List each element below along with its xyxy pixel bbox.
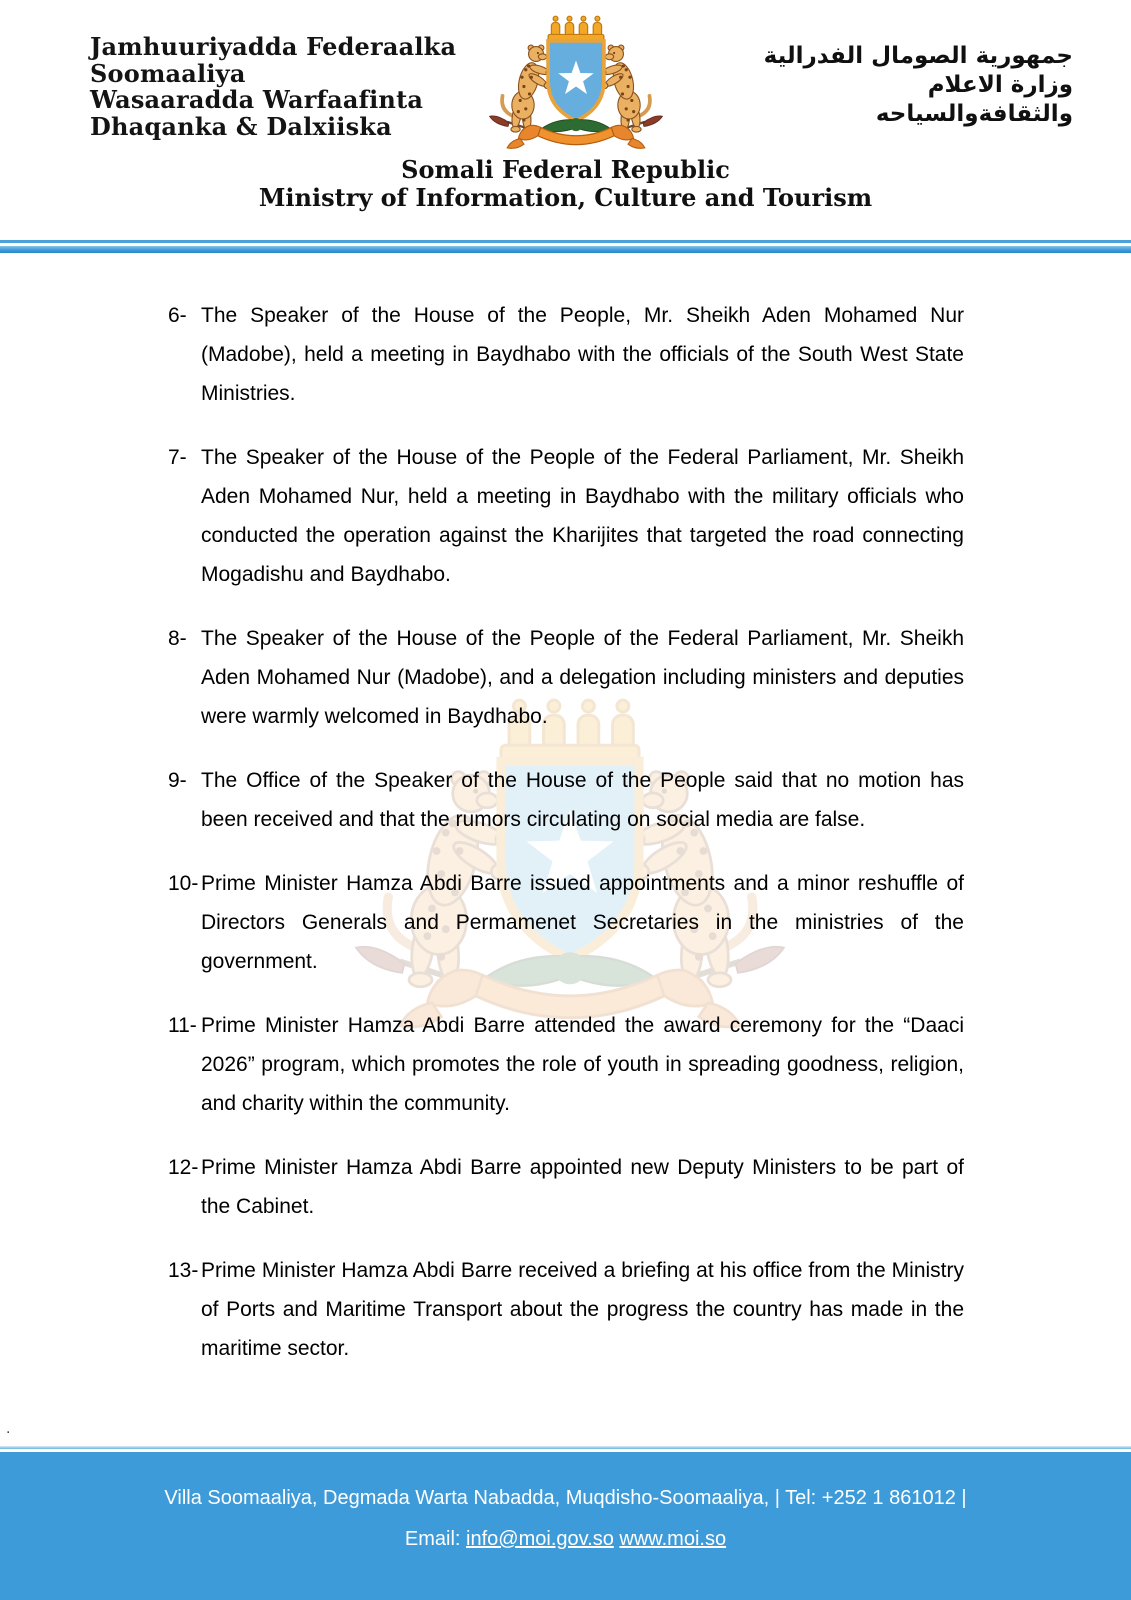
title-line-ministry: Ministry of Information, Culture and Tourism <box>258 183 873 212</box>
header-left-line: Jamhuuriyadda Federaalka <box>90 32 457 61</box>
ministry-name-arabic <box>713 42 1073 129</box>
list-item-7 <box>168 438 964 594</box>
item-text: Prime Minister Hamza Abdi Barre appointed new Deputy Ministers to be part of the Cabinet. <box>201 1156 964 1218</box>
list-item-12 <box>168 1148 964 1226</box>
header-separator-thin <box>0 240 1131 243</box>
footer-band <box>0 1452 1131 1600</box>
email-label: Email: <box>404 1528 461 1550</box>
header-separator-thick <box>0 246 1131 253</box>
item-number: 7- <box>168 446 187 469</box>
list-item-13 <box>168 1251 964 1368</box>
document-title <box>0 156 1131 212</box>
title-line-republic: Somali Federal Republic <box>401 155 730 184</box>
item-number: 6- <box>168 304 187 327</box>
header-left-line: Dhaqanka & Dalxiiska <box>90 111 392 141</box>
list-item-11 <box>168 1006 964 1123</box>
item-text: Prime Minister Hamza Abdi Barre issued appointments and a minor reshuffle of Directors Generals and Permamenet Secretaries in the ministries of the government. <box>201 872 964 973</box>
somalia-coat-of-arms-icon <box>483 12 669 161</box>
list-item-9 <box>168 761 964 839</box>
item-text: The Speaker of the House of the People, Mr. Sheikh Aden Mohamed Nur (Madobe), held a meeting in Baydhabo with the officials of the South West State Ministries. <box>201 304 964 405</box>
header-arabic-line: وزارة الاعلام <box>927 72 1073 98</box>
header-left-line: Soomaaliya <box>90 58 246 88</box>
list-item-10 <box>168 864 964 981</box>
item-text: Prime Minister Hamza Abdi Barre attended the award ceremony for the “Daaci 2026” program, which promotes the role of youth in spreading goodness, religion, and charity within the community. <box>201 1014 964 1115</box>
ministry-name-somali <box>90 34 490 140</box>
item-text: The Speaker of the House of the People of the Federal Parliament, Mr. Sheikh Aden Mohamed Nur (Madobe), and a delegation including ministers and deputies were warmly welcomed in Baydhabo. <box>201 627 964 728</box>
footer-address-line: Villa Soomaaliya, Degmada Warta Nabadda, Muqdisho-Soomaaliya, | Tel: +252 1 861012 | <box>164 1487 967 1509</box>
item-number: 11- <box>168 1014 197 1037</box>
website-link[interactable]: www.moi.so <box>619 1528 727 1550</box>
item-number: 12- <box>168 1156 199 1179</box>
list-item-8 <box>168 619 964 736</box>
footer-separator-line <box>0 1446 1131 1449</box>
item-number: 10- <box>168 872 199 895</box>
news-item-list <box>168 296 964 1393</box>
list-item-6 <box>168 296 964 413</box>
item-number: 8- <box>168 627 187 650</box>
stray-mark: . <box>6 1420 11 1437</box>
footer-email-line <box>0 1519 1131 1560</box>
item-number: 13- <box>168 1259 199 1282</box>
header-arabic-line: جمهورية الصومال الفدرالية <box>763 43 1073 69</box>
email-link[interactable]: info@moi.gov.so <box>466 1528 614 1550</box>
header-left-line: Wasaaradda Warfaafinta <box>90 85 424 114</box>
footer-contact <box>0 1452 1131 1560</box>
item-text: Prime Minister Hamza Abdi Barre received a briefing at his office from the Ministry of Ports and Maritime Transport about the progress the country has made in the maritime sector. <box>201 1259 964 1360</box>
item-text: The Office of the Speaker of the House of the People said that no motion has been received and that the rumors circulating on social media are false. <box>201 769 964 831</box>
item-text: The Speaker of the House of the People of the Federal Parliament, Mr. Sheikh Aden Mohamed Nur, held a meeting in Baydhabo with the military officials who conducted the operation against the Kharijites that targeted the road connecting Mogadishu and Baydhabo. <box>201 446 964 586</box>
item-number: 9- <box>168 769 187 792</box>
header-arabic-line: والثقافةوالسياحه <box>875 101 1073 127</box>
